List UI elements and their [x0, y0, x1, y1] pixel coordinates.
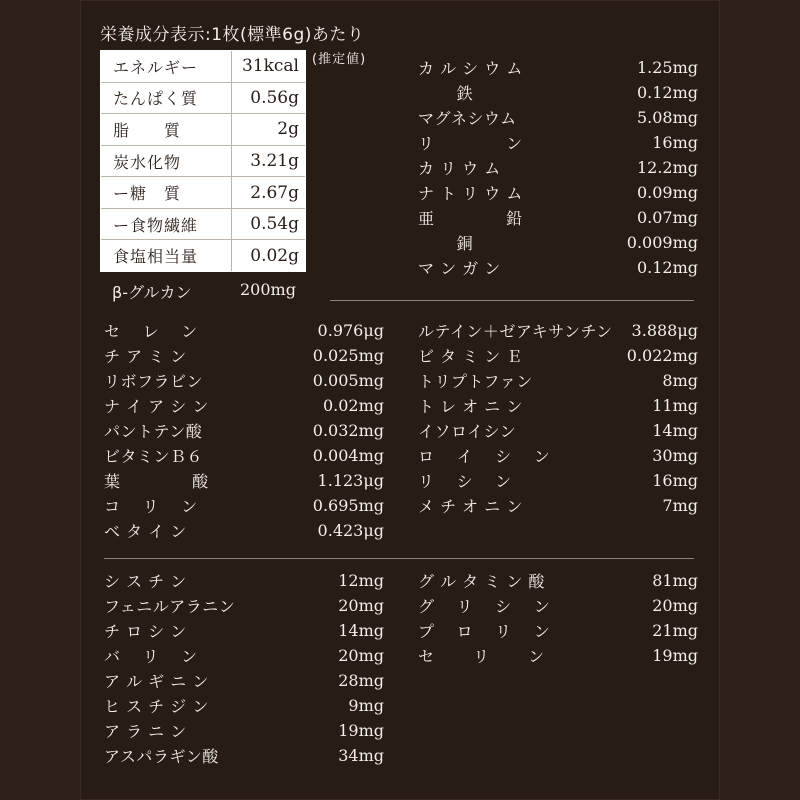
amino-acid-row [418, 568, 698, 593]
amino-acid-row [418, 618, 698, 643]
mineral-row [418, 55, 698, 80]
nutrient-value: 5.08mg [636, 108, 698, 127]
nutrient-name: ルテイン＋ゼアキサンチン [418, 322, 613, 341]
nutrient-name: ア ラ ニ ン [104, 722, 187, 741]
nutrient-value: 0.976μg [317, 321, 384, 340]
nutrient-value: 1.123μg [317, 471, 384, 490]
nutrient-value: 0.695mg [312, 496, 384, 515]
nutrient-name: チ ロ シ ン [104, 622, 187, 641]
amino-acid-row [104, 718, 384, 743]
nutrient-value: 20mg [338, 596, 384, 615]
nutrient-value: 28mg [338, 671, 384, 690]
nutrient-value: 30mg [652, 446, 698, 465]
vitamin-row [104, 368, 384, 393]
nutrient-value: 7mg [662, 496, 698, 515]
nutrient-name: リ ン [418, 134, 523, 153]
vitamin-row [418, 493, 698, 518]
nutrient-name: ヒ ス チ ジ ン [104, 697, 209, 716]
nutrient-name: グ リ シ ン [418, 597, 551, 616]
nutrient-value: 1.25mg [636, 58, 698, 77]
nutrient-name: トリプトファン [418, 372, 533, 391]
nutrient-name: リボフラビン [104, 372, 204, 391]
nutrient-name: ベ タ イ ン [104, 522, 187, 541]
vitamin-row [418, 468, 698, 493]
nutrient-name: バ リ ン [104, 647, 198, 666]
nutrient-value: 0.09mg [636, 183, 698, 202]
mineral-row [418, 255, 698, 280]
nutrient-name: マグネシウム [418, 109, 517, 128]
vitamin-row [418, 368, 698, 393]
main-nutrition-table [100, 50, 306, 272]
main-table-row [101, 113, 305, 145]
page-title: 栄養成分表示:1枚(標準6g)あたり [100, 25, 365, 45]
amino-acid-row [104, 693, 384, 718]
vitamins-left-list [104, 318, 384, 543]
nutrient-name: たんぱく質 [101, 83, 232, 114]
nutrient-value: 0.56g [250, 87, 299, 108]
nutrient-value: 0.12mg [636, 83, 698, 102]
nutrient-name: シ ス チ ン [104, 572, 187, 591]
nutrient-name: プ ロ リ ン [418, 622, 551, 641]
vitamin-row [104, 393, 384, 418]
nutrient-value: 3.888μg [631, 321, 698, 340]
amino-acid-row [418, 593, 698, 618]
nutrient-name: ア ル ギ ニ ン [104, 672, 209, 691]
vitamin-row [418, 443, 698, 468]
nutrient-value: 20mg [652, 596, 698, 615]
amino-acid-row [104, 668, 384, 693]
amino-acid-row [104, 643, 384, 668]
nutrient-name: イソロイシン [418, 422, 517, 441]
nutrient-name: ビタミンＢ６ [104, 447, 204, 466]
main-table-row [101, 176, 305, 208]
divider-1 [330, 300, 694, 301]
nutrient-value: 0.02mg [322, 396, 384, 415]
mineral-row [418, 155, 698, 180]
amino-acid-row [104, 568, 384, 593]
nutrient-value: 14mg [652, 421, 698, 440]
nutrient-value: 0.02g [250, 245, 299, 266]
nutrient-value: 21mg [652, 621, 698, 640]
mineral-row [418, 105, 698, 130]
nutrient-value: 34mg [338, 746, 384, 765]
nutrient-name: フェニルアラニン [104, 597, 236, 616]
nutrient-value: 0.07mg [636, 208, 698, 227]
nutrient-value: 16mg [652, 133, 698, 152]
vitamin-row [418, 393, 698, 418]
nutrient-name: 炭水化物 [101, 146, 232, 177]
nutrient-name: エネルギー [101, 51, 232, 82]
nutrient-name: チ ア ミ ン [104, 347, 187, 366]
nutrient-value: 31kcal [241, 56, 299, 77]
nutrient-name: カ リ ウ ム [418, 159, 501, 178]
mineral-row [418, 230, 698, 255]
nutrient-name: グ ル タ ミ ン 酸 [418, 572, 545, 591]
main-table-row [101, 208, 305, 240]
vitamin-row [418, 343, 698, 368]
vitamin-row [104, 443, 384, 468]
amino-right-list [418, 568, 698, 668]
nutrient-name: 亜 鉛 [418, 209, 523, 228]
amino-acid-row [104, 593, 384, 618]
nutrient-name: ビ タ ミ ン Ｅ [418, 347, 523, 366]
mineral-row [418, 80, 698, 105]
mineral-row [418, 205, 698, 230]
nutrient-value: 2g [277, 119, 299, 140]
nutrient-value: 14mg [338, 621, 384, 640]
nutrient-name: ー糖 質 [101, 177, 232, 208]
nutrient-name: 鉄 [418, 84, 474, 103]
nutrient-value: 19mg [652, 646, 698, 665]
nutrient-name: セ レ ン [104, 322, 198, 341]
nutrient-value: 0.423μg [317, 521, 384, 540]
nutrient-name: アスパラギン酸 [104, 747, 219, 766]
vitamin-row [104, 343, 384, 368]
nutrient-value: 3.21g [250, 151, 299, 172]
nutrient-value: 8mg [662, 371, 698, 390]
nutrient-name: 食塩相当量 [101, 240, 232, 271]
nutrient-name: ト レ オ ニ ン [418, 397, 523, 416]
nutrient-value: 0.005mg [312, 371, 384, 390]
nutrient-value: 20mg [338, 646, 384, 665]
nutrient-value: 0.009mg [626, 233, 698, 252]
nutrient-name: コ リ ン [104, 497, 198, 516]
nutrient-name: カ ル シ ウ ム [418, 59, 523, 78]
nutrient-name: リ シ ン [418, 472, 512, 491]
nutrient-name: マ ン ガ ン [418, 259, 501, 278]
nutrient-value: 0.54g [250, 214, 299, 235]
nutrient-name: 銅 [418, 234, 474, 253]
main-table-row [101, 82, 305, 114]
amino-acid-row [418, 643, 698, 668]
main-table-row [101, 145, 305, 177]
vitamin-row [104, 468, 384, 493]
vitamins-right-list [418, 318, 698, 518]
nutrient-name: 葉 酸 [104, 472, 209, 491]
glucan-label: β-グルカン [112, 283, 192, 302]
vitamin-row [418, 418, 698, 443]
main-table-row [101, 239, 305, 271]
vitamin-row [104, 318, 384, 343]
nutrient-name: パントテン酸 [104, 422, 203, 441]
nutrient-value: 81mg [652, 571, 698, 590]
nutrient-name: ロ イ シ ン [418, 447, 551, 466]
nutrient-name: メ チ オ ニ ン [418, 497, 523, 516]
amino-acid-row [104, 743, 384, 768]
nutrient-value: 12mg [338, 571, 384, 590]
nutrient-value: 2.67g [250, 182, 299, 203]
vitamin-row [104, 518, 384, 543]
nutrient-value: 11mg [652, 396, 698, 415]
amino-acid-row [104, 618, 384, 643]
estimate-label: (推定値) [312, 52, 367, 67]
divider-2 [104, 558, 694, 559]
nutrient-value: 9mg [348, 696, 384, 715]
vitamin-row [418, 318, 698, 343]
mineral-row [418, 180, 698, 205]
nutrient-value: 0.004mg [312, 446, 384, 465]
nutrient-name: セ リ ン [418, 647, 545, 666]
amino-left-list [104, 568, 384, 768]
nutrient-value: 19mg [338, 721, 384, 740]
glucan-value: 200mg [240, 280, 296, 299]
vitamin-row [104, 493, 384, 518]
vitamin-row [104, 418, 384, 443]
nutrient-value: 12.2mg [636, 158, 698, 177]
main-table-row [101, 51, 305, 82]
nutrient-value: 0.032mg [312, 421, 384, 440]
mineral-row [418, 130, 698, 155]
nutrient-value: 16mg [652, 471, 698, 490]
nutrient-name: ナ ト リ ウ ム [418, 184, 523, 203]
minerals-list [418, 55, 698, 280]
nutrient-value: 0.025mg [312, 346, 384, 365]
nutrient-value: 0.022mg [626, 346, 698, 365]
nutrient-name: ナ イ ア シ ン [104, 397, 209, 416]
nutrient-name: ー食物繊維 [101, 209, 232, 240]
nutrient-name: 脂 質 [101, 114, 232, 145]
nutrient-value: 0.12mg [636, 258, 698, 277]
